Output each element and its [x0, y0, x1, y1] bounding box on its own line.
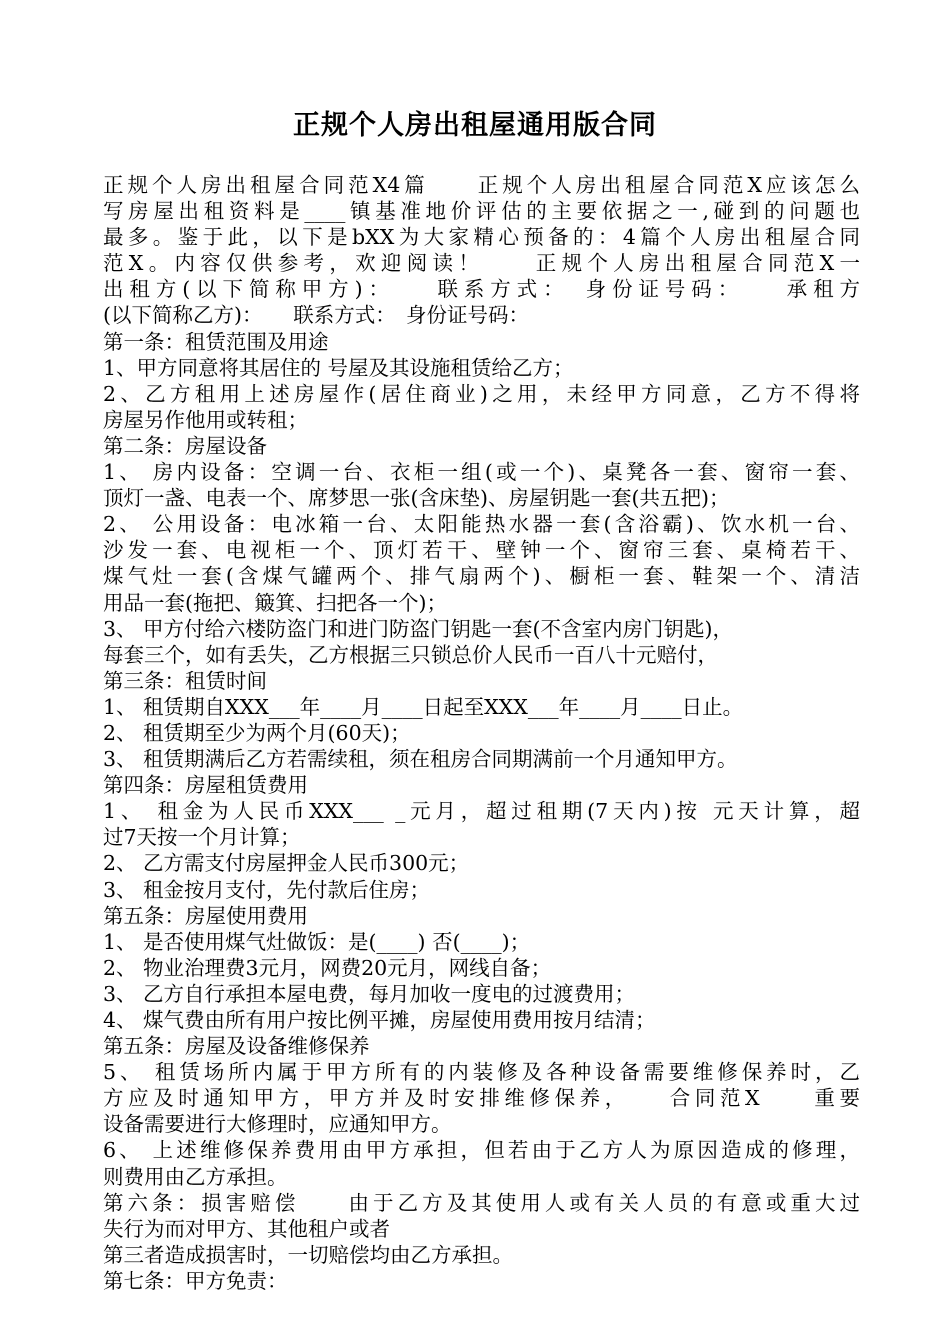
body-line: 1、 租金为人民币XXX___ _元月，超过租期(7天内)按 元天计算，超 — [103, 799, 860, 824]
section-heading: 第三条：租赁时间 — [103, 668, 267, 693]
section-heading: 第七条：甲方免责： — [103, 1268, 288, 1293]
body-line: 顶灯一盏、电表一个、席梦思一张(含床垫)、房屋钥匙一套(共五把)； — [103, 486, 730, 511]
body-line: 2、 乙方需支付房屋押金人民币300元； — [103, 851, 470, 876]
section-heading: 第五条：房屋使用费用 — [103, 903, 308, 928]
body-line: 5、 租赁场所内属于甲方所有的内装修及各种设备需要维修保养时，乙 — [103, 1060, 860, 1085]
body-line: 方应及时通知甲方，甲方并及时安排维修保养， 合同范X 重要 — [103, 1086, 860, 1111]
body-line: 范X。内容仅供参考，欢迎阅读！ 正规个人房出租屋合同范X一 — [103, 251, 860, 276]
section-heading: 第二条：房屋设备 — [103, 433, 267, 458]
body-line: 设备需要进行大修理时，应通知甲方。 — [103, 1112, 452, 1137]
body-line: 第三者造成损害时，一切赔偿均由乙方承担。 — [103, 1242, 513, 1267]
section-heading: 第一条：租赁范围及用途 — [103, 329, 329, 354]
body-line: 则费用由乙方承担。 — [103, 1164, 288, 1189]
body-line: 1、 房内设备：空调一台、衣柜一组(或一个)、桌凳各一套、窗帘一套、 — [103, 460, 860, 485]
body-line: 房屋另作他用或转租； — [103, 407, 308, 432]
body-line: 煤气灶一套(含煤气罐两个、排气扇两个)、橱柜一套、鞋架一个、清洁 — [103, 564, 860, 589]
body-line: 过7天按一个月计算； — [103, 825, 301, 850]
body-line: 6、 上述维修保养费用由甲方承担，但若由于乙方人为原因造成的修理， — [103, 1138, 860, 1163]
body-line: 2、 公用设备：电冰箱一台、太阳能热水器一套(含浴霸)、饮水机一台、 — [103, 512, 860, 537]
section-heading: 第五条：房屋及设备维修保养 — [103, 1034, 370, 1059]
body-line: 2、 租赁期至少为两个月(60天)； — [103, 720, 411, 745]
body-line: 出租方(以下简称甲方)： 联系方式： 身份证号码： 承租方 — [103, 277, 860, 302]
body-line: 第六条：损害赔偿 由于乙方及其使用人或有关人员的有意或重大过 — [103, 1190, 860, 1215]
body-line: 1、 是否使用煤气灶做饭：是(____) 否(____)； — [103, 929, 531, 954]
body-line: 最多。鉴于此，以下是bXX为大家精心预备的：4篇个人房出租屋合同 — [103, 225, 860, 250]
body-line: (以下简称乙方)： 联系方式： 身份证号码： — [103, 303, 529, 328]
body-line: 沙发一套、电视柜一个、顶灯若干、壁钟一个、窗帘三套、桌椅若干、 — [103, 538, 860, 563]
body-line: 1、 租赁期自XXX___年____月____日起至XXX___年____月____日止。 — [103, 694, 744, 719]
body-line: 正规个人房出租屋合同范X4篇 正规个人房出租屋合同范X应该怎么 — [103, 173, 860, 197]
body-line: 用品一套(拖把、簸箕、扫把各一个)； — [103, 590, 447, 615]
body-line: 3、 租金按月支付，先付款后住房； — [103, 877, 431, 902]
section-heading: 第四条：房屋租赁费用 — [103, 773, 308, 798]
body-line: 写房屋出租资料是____镇基准地价评估的主要依据之一,碰到的问题也 — [103, 199, 860, 224]
body-line: 3、 甲方付给六楼防盗门和进门防盗门钥匙一套(不含室内房门钥匙)， — [103, 616, 734, 641]
body-line: 4、 煤气费由所有用户按比例平摊，房屋使用费用按月结清； — [103, 1008, 656, 1032]
body-line: 2、 物业治理费3元月，网费20元月，网线自备； — [103, 955, 552, 980]
document-title: 正规个人房出租屋通用版合同 — [293, 110, 657, 141]
body-line: 3、 乙方自行承担本屋电费，每月加收一度电的过渡费用； — [103, 981, 636, 1006]
body-line: 3、 租赁期满后乙方若需续租，须在租房合同期满前一个月通知甲方。 — [103, 747, 738, 772]
body-line: 失行为而对甲方、其他租户或者 — [103, 1216, 390, 1241]
body-line: 2、乙方租用上述房屋作(居住商业)之用，未经甲方同意，乙方不得将 — [103, 381, 860, 406]
body-line: 每套三个，如有丢失，乙方根据三只锁总价人民币一百八十元赔付， — [103, 642, 718, 667]
document-body — [103, 172, 860, 1294]
body-line: 1、甲方同意将其居住的 号屋及其设施租赁给乙方； — [103, 355, 574, 380]
